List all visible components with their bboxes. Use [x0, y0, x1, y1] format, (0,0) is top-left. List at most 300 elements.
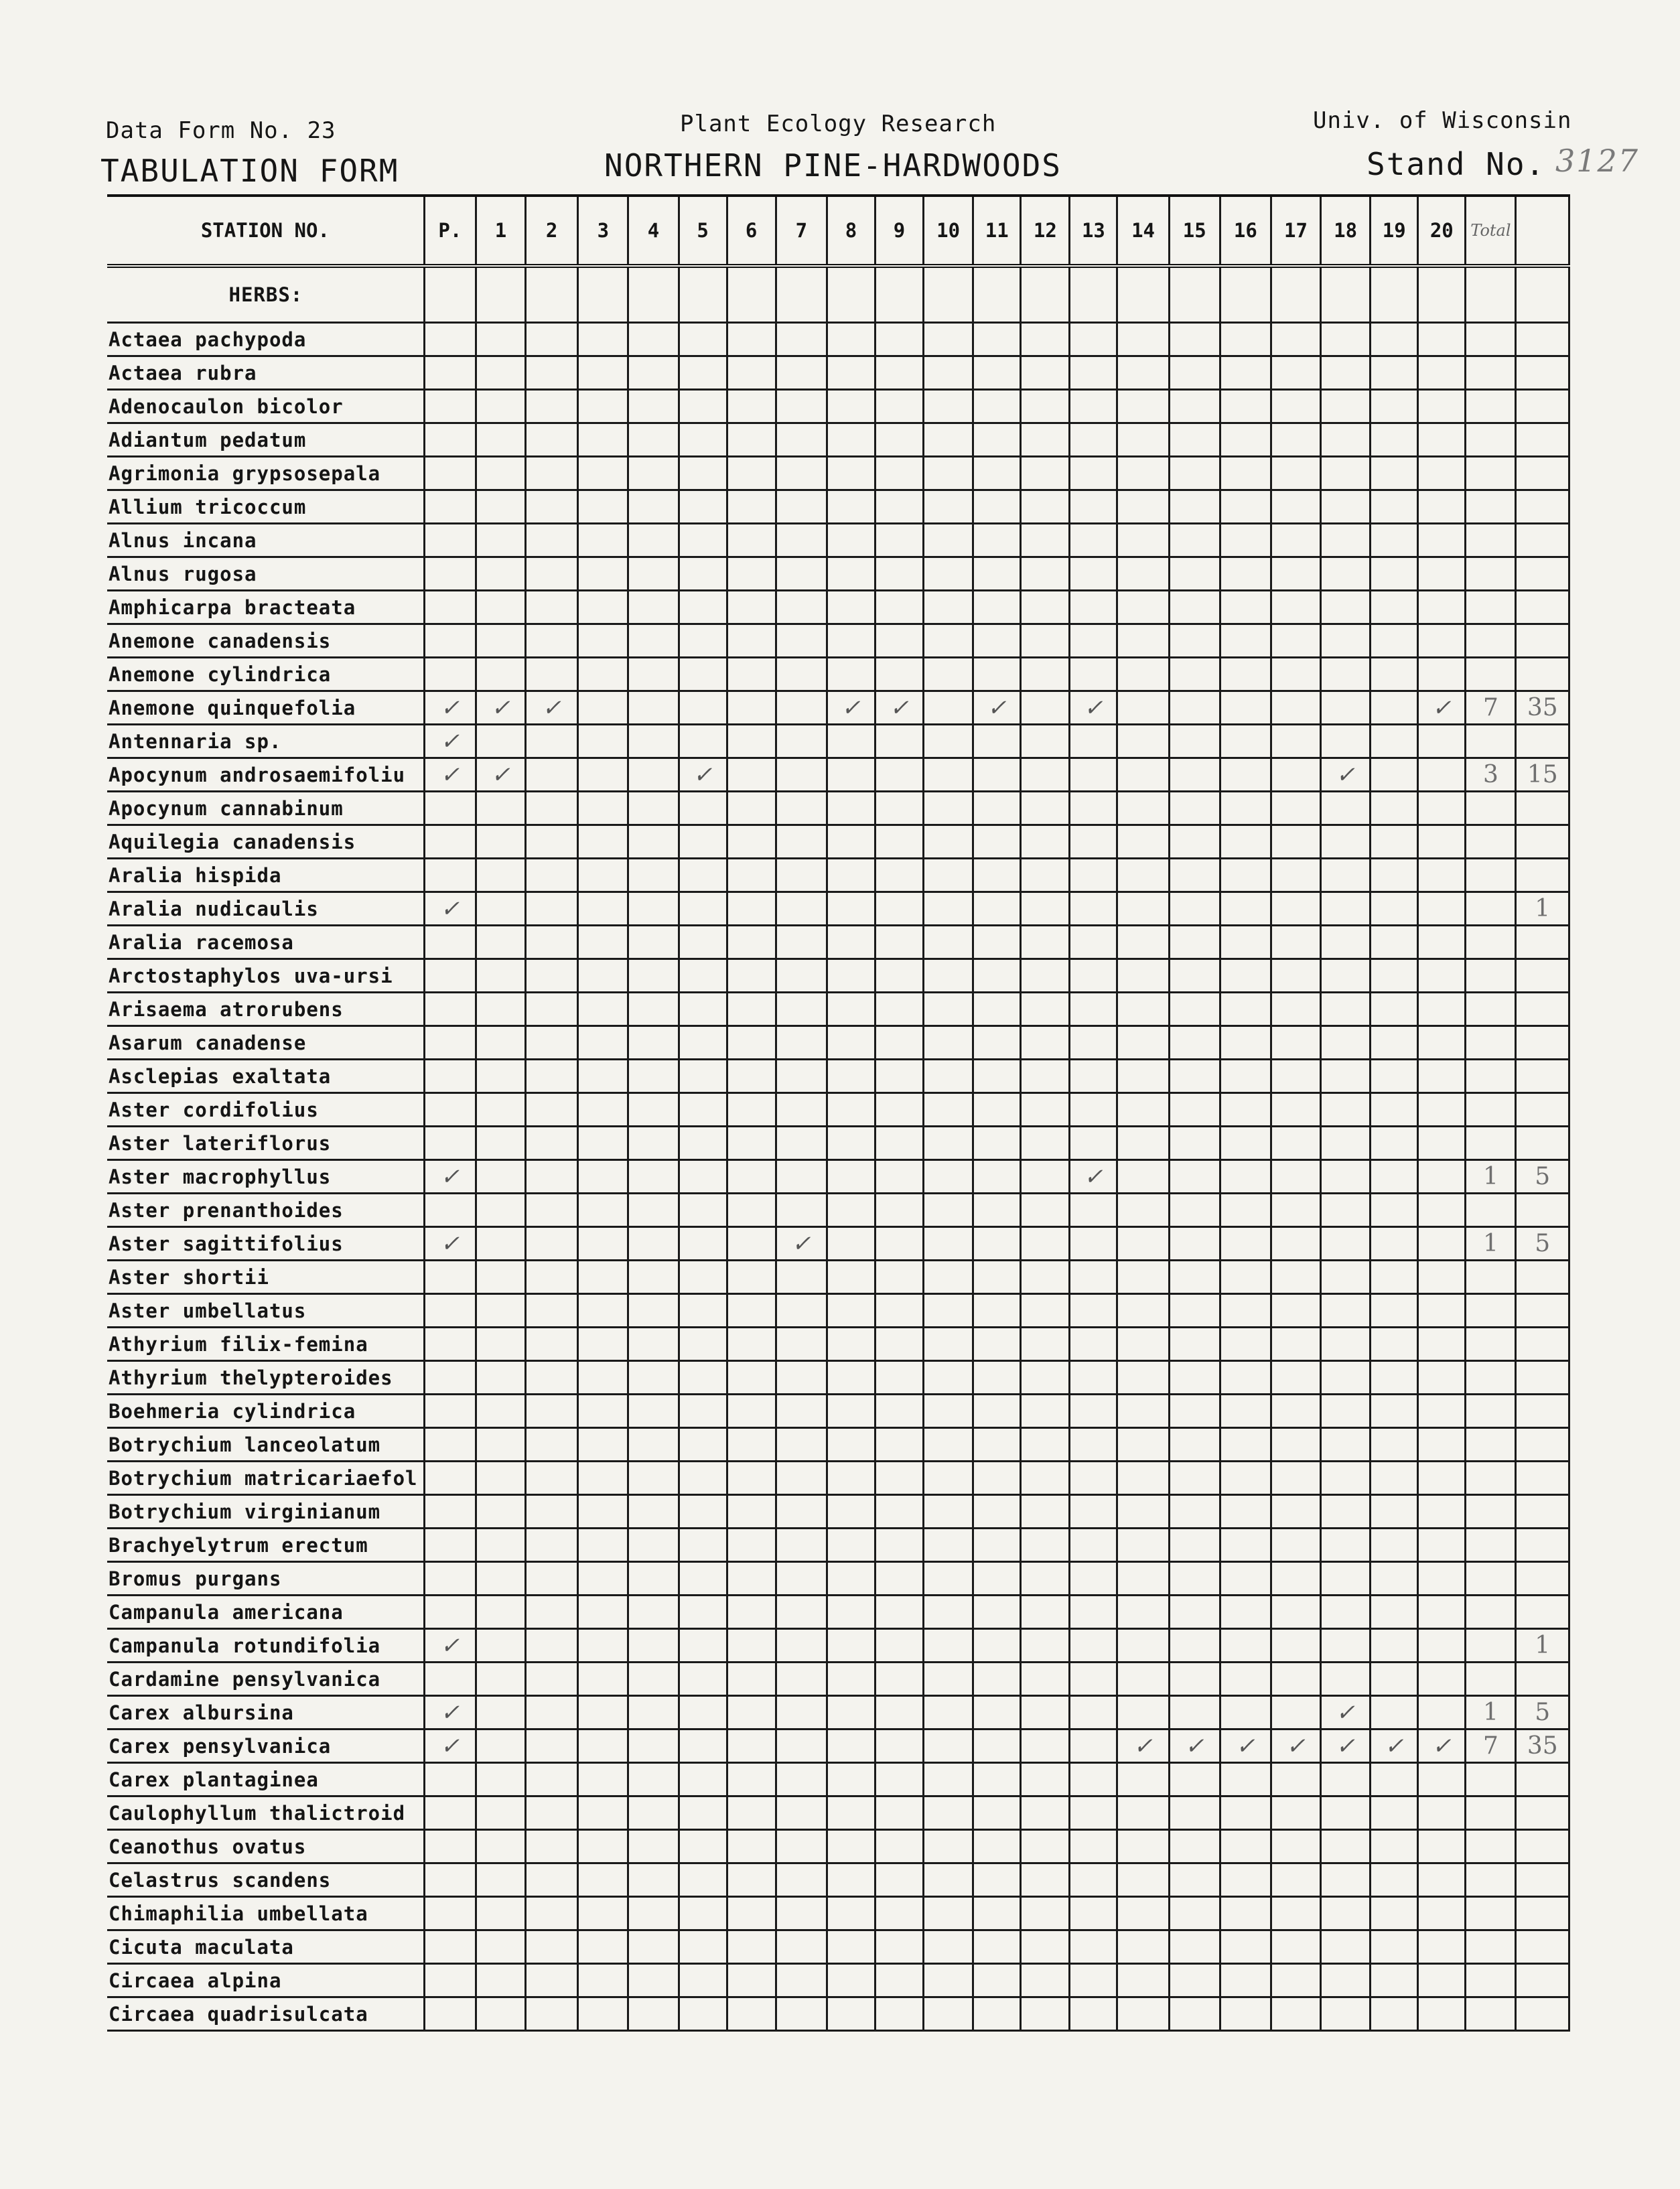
check-mark: ✓ [1418, 691, 1466, 725]
grid-cell [1220, 1964, 1271, 1997]
grid-cell [1418, 1194, 1466, 1227]
grid-cell [1169, 1495, 1220, 1529]
total-cell: 1 [1466, 1160, 1516, 1194]
grid-cell [827, 1629, 875, 1663]
grid-cell [1220, 1093, 1271, 1127]
grid-cell [476, 524, 525, 557]
grid-cell [476, 792, 525, 825]
grid-cell [476, 1361, 525, 1395]
grid-cell [1321, 1830, 1371, 1863]
grid-cell [1321, 557, 1371, 591]
grid-cell [1418, 1060, 1466, 1093]
grid-cell [1117, 624, 1169, 658]
grid-cell [727, 859, 776, 892]
grid-cell [776, 758, 827, 792]
grid-cell [578, 1930, 628, 1964]
grid-cell [1371, 792, 1418, 825]
grid-cell [1418, 1127, 1466, 1160]
grid-cell [776, 1428, 827, 1462]
table-row [107, 658, 1569, 691]
grid-cell [526, 1562, 578, 1596]
grid-cell [727, 1596, 776, 1629]
grid-cell [526, 1796, 578, 1830]
grid-cell [1220, 423, 1271, 457]
grid-cell [628, 323, 679, 356]
check-mark: ✓ [1220, 1729, 1271, 1763]
check-mark: ✓ [526, 691, 578, 725]
grid-cell [1169, 1930, 1220, 1964]
grid-cell [776, 1060, 827, 1093]
grid-cell [776, 658, 827, 691]
grid-cell [1169, 792, 1220, 825]
grid-cell [1117, 1562, 1169, 1596]
grid-cell [776, 624, 827, 658]
grid-cell [679, 1663, 727, 1696]
total-cell: 7 [1466, 1729, 1516, 1763]
table-row [107, 1093, 1569, 1127]
station-column-header: 18 [1321, 196, 1371, 266]
cover-cell [1516, 1060, 1569, 1093]
grid-cell [1271, 1562, 1320, 1596]
check-mark: ✓ [1070, 691, 1117, 725]
grid-cell [476, 1194, 525, 1227]
grid-cell [924, 1093, 973, 1127]
grid-cell [1169, 390, 1220, 423]
grid-cell [679, 1361, 727, 1395]
grid-cell [776, 1261, 827, 1294]
grid-cell [1070, 1328, 1117, 1361]
grid-cell [827, 892, 875, 926]
grid-cell [1220, 1696, 1271, 1729]
grid-cell [1271, 1294, 1320, 1328]
grid-cell [628, 423, 679, 457]
grid-cell [1021, 1060, 1070, 1093]
grid-cell [1070, 1227, 1117, 1261]
grid-cell [776, 892, 827, 926]
grid-cell [1271, 624, 1320, 658]
grid-cell [1371, 1261, 1418, 1294]
check-mark: ✓ [1321, 1729, 1371, 1763]
station-column-header: 17 [1271, 196, 1320, 266]
grid-cell [1418, 725, 1466, 758]
grid-cell [973, 1696, 1021, 1729]
grid-cell [776, 1562, 827, 1596]
grid-cell [924, 1026, 973, 1060]
grid-cell [628, 993, 679, 1026]
grid-cell [875, 993, 923, 1026]
grid-cell [1169, 266, 1220, 323]
total-cell: 1 [1466, 1696, 1516, 1729]
grid-cell [827, 825, 875, 859]
grid-cell [1371, 1060, 1418, 1093]
cover-cell [1516, 423, 1569, 457]
grid-cell [578, 1361, 628, 1395]
grid-cell [628, 1562, 679, 1596]
grid-cell [628, 1796, 679, 1830]
grid-cell [1271, 926, 1320, 959]
grid-cell [1220, 390, 1271, 423]
grid-cell [973, 959, 1021, 993]
grid-cell [1117, 758, 1169, 792]
species-name: Actaea pachypoda [107, 323, 424, 356]
grid-cell [1371, 1964, 1418, 1997]
grid-cell [1371, 825, 1418, 859]
grid-cell [1021, 993, 1070, 1026]
grid-cell [628, 1428, 679, 1462]
grid-cell [628, 1863, 679, 1897]
grid-cell [924, 1261, 973, 1294]
grid-cell [679, 1026, 727, 1060]
grid-cell [1070, 1294, 1117, 1328]
grid-cell [679, 1562, 727, 1596]
grid-cell [679, 792, 727, 825]
grid-cell [526, 1964, 578, 1997]
grid-cell [1220, 1796, 1271, 1830]
total-cell: 3 [1466, 758, 1516, 792]
grid-cell [476, 1729, 525, 1763]
grid-cell [476, 825, 525, 859]
grid-cell [924, 390, 973, 423]
grid-cell [578, 1796, 628, 1830]
grid-cell [1371, 1093, 1418, 1127]
grid-cell [1021, 825, 1070, 859]
species-name: Carex pensylvanica [107, 1729, 424, 1763]
grid-cell [526, 1428, 578, 1462]
grid-cell [1321, 926, 1371, 959]
grid-cell [1169, 758, 1220, 792]
grid-cell [1418, 1026, 1466, 1060]
grid-cell [1271, 266, 1320, 323]
grid-cell [1220, 1629, 1271, 1663]
grid-cell [924, 266, 973, 323]
grid-cell [1070, 859, 1117, 892]
species-name: Actaea rubra [107, 356, 424, 390]
table-row [107, 1763, 1569, 1796]
cover-cell [1516, 1462, 1569, 1495]
grid-cell [875, 1294, 923, 1328]
grid-cell [526, 1328, 578, 1361]
total-cell [1466, 1328, 1516, 1361]
grid-cell [628, 658, 679, 691]
species-name: Arisaema atrorubens [107, 993, 424, 1026]
grid-cell [578, 490, 628, 524]
table-row [107, 490, 1569, 524]
table-row [107, 423, 1569, 457]
grid-cell [973, 1930, 1021, 1964]
grid-cell [1021, 859, 1070, 892]
grid-cell [924, 524, 973, 557]
grid-cell [827, 1395, 875, 1428]
grid-cell [827, 1763, 875, 1796]
grid-cell [924, 1495, 973, 1529]
grid-cell [679, 356, 727, 390]
species-name: Aquilegia canadensis [107, 825, 424, 859]
grid-cell [424, 423, 476, 457]
grid-cell [526, 457, 578, 490]
grid-cell [875, 356, 923, 390]
grid-cell [1070, 658, 1117, 691]
grid-cell [1070, 825, 1117, 859]
grid-cell [1220, 1763, 1271, 1796]
grid-cell [1418, 926, 1466, 959]
grid-cell [1169, 1462, 1220, 1495]
grid-cell [1371, 658, 1418, 691]
species-name: Aster cordifolius [107, 1093, 424, 1127]
grid-cell [727, 1763, 776, 1796]
species-name: Anemone canadensis [107, 624, 424, 658]
check-mark: ✓ [424, 1629, 476, 1663]
check-mark: ✓ [973, 691, 1021, 725]
check-mark: ✓ [424, 1729, 476, 1763]
grid-cell [1371, 1696, 1418, 1729]
grid-cell [1321, 1060, 1371, 1093]
grid-cell [628, 557, 679, 591]
grid-cell [875, 1696, 923, 1729]
grid-cell [628, 624, 679, 658]
grid-cell [727, 457, 776, 490]
cover-cell [1516, 1596, 1569, 1629]
grid-cell [424, 1495, 476, 1529]
grid-cell [727, 557, 776, 591]
grid-cell [1321, 1964, 1371, 1997]
grid-cell [875, 524, 923, 557]
grid-cell [578, 825, 628, 859]
grid-cell [875, 892, 923, 926]
station-column-header: 20 [1418, 196, 1466, 266]
species-name: Adenocaulon bicolor [107, 390, 424, 423]
stand-label: Stand No. [1367, 146, 1546, 182]
grid-cell [578, 1194, 628, 1227]
total-cell [1466, 1194, 1516, 1227]
grid-cell [1418, 1361, 1466, 1395]
grid-cell [578, 959, 628, 993]
grid-cell [1418, 1294, 1466, 1328]
grid-cell [1271, 356, 1320, 390]
grid-cell [1117, 1361, 1169, 1395]
grid-cell [1321, 1863, 1371, 1897]
grid-cell [526, 758, 578, 792]
grid-cell [628, 1395, 679, 1428]
check-mark: ✓ [476, 758, 525, 792]
grid-cell [1021, 356, 1070, 390]
grid-cell [1220, 1328, 1271, 1361]
grid-cell [973, 1997, 1021, 2031]
species-name: Botrychium matricariaefol [107, 1462, 424, 1495]
grid-cell [628, 959, 679, 993]
table-row [107, 1663, 1569, 1696]
grid-cell [1117, 557, 1169, 591]
grid-cell [1021, 1495, 1070, 1529]
grid-cell [1220, 356, 1271, 390]
grid-cell [578, 1763, 628, 1796]
grid-cell [827, 356, 875, 390]
grid-cell [679, 1863, 727, 1897]
grid-cell [924, 1160, 973, 1194]
grid-cell [476, 658, 525, 691]
grid-cell [1021, 1227, 1070, 1261]
grid-cell [1021, 490, 1070, 524]
table-row [107, 1462, 1569, 1495]
grid-cell [1321, 624, 1371, 658]
grid-cell [424, 1562, 476, 1596]
table-row [107, 1596, 1569, 1629]
grid-cell [776, 1930, 827, 1964]
grid-cell [1271, 1529, 1320, 1562]
grid-cell [424, 591, 476, 624]
grid-cell [578, 1328, 628, 1361]
grid-cell [679, 1596, 727, 1629]
grid-cell [1169, 691, 1220, 725]
grid-cell [1070, 624, 1117, 658]
station-column-header: 13 [1070, 196, 1117, 266]
grid-cell [1021, 1863, 1070, 1897]
grid-cell [875, 1629, 923, 1663]
grid-cell [1169, 1997, 1220, 2031]
grid-cell [578, 1060, 628, 1093]
check-mark: ✓ [875, 691, 923, 725]
grid-cell [628, 892, 679, 926]
grid-cell [578, 1596, 628, 1629]
grid-cell [827, 859, 875, 892]
grid-cell [476, 1897, 525, 1930]
total-cell [1466, 1964, 1516, 1997]
grid-cell [973, 1093, 1021, 1127]
grid-cell [776, 1964, 827, 1997]
table-row [107, 1930, 1569, 1964]
total-cell [1466, 1361, 1516, 1395]
species-name: Apocynum cannabinum [107, 792, 424, 825]
grid-cell [1169, 1227, 1220, 1261]
grid-cell [875, 959, 923, 993]
university-label: Univ. of Wisconsin [1313, 107, 1572, 134]
grid-cell [973, 1897, 1021, 1930]
section-label: HERBS: [228, 283, 303, 306]
grid-cell [424, 557, 476, 591]
grid-cell [1169, 624, 1220, 658]
check-mark: ✓ [424, 1696, 476, 1729]
grid-cell [628, 825, 679, 859]
grid-cell [973, 1863, 1021, 1897]
table-row [107, 557, 1569, 591]
grid-cell [776, 1361, 827, 1395]
grid-cell [973, 323, 1021, 356]
grid-cell [1321, 1361, 1371, 1395]
grid-cell [578, 1160, 628, 1194]
grid-cell [727, 1227, 776, 1261]
grid-cell [875, 758, 923, 792]
grid-cell [578, 1629, 628, 1663]
grid-cell [628, 591, 679, 624]
grid-cell [875, 557, 923, 591]
grid-cell [1371, 1160, 1418, 1194]
grid-cell [1021, 758, 1070, 792]
grid-cell [1321, 658, 1371, 691]
grid-cell [1021, 1395, 1070, 1428]
species-name: Aster prenanthoides [107, 1194, 424, 1227]
grid-cell [827, 1930, 875, 1964]
grid-cell [1021, 1026, 1070, 1060]
species-name: Aster macrophyllus [107, 1160, 424, 1194]
grid-cell [526, 1596, 578, 1629]
grid-cell [1321, 1462, 1371, 1495]
grid-cell [1021, 792, 1070, 825]
grid-cell [476, 356, 525, 390]
grid-cell [679, 1160, 727, 1194]
grid-cell [776, 390, 827, 423]
check-mark: ✓ [1070, 1160, 1117, 1194]
grid-cell [1371, 1663, 1418, 1696]
grid-cell [1070, 1863, 1117, 1897]
grid-cell [827, 1897, 875, 1930]
grid-cell [924, 624, 973, 658]
grid-cell [526, 859, 578, 892]
check-mark: ✓ [827, 691, 875, 725]
grid-cell [1321, 1294, 1371, 1328]
total-cell [1466, 356, 1516, 390]
grid-cell [1220, 1261, 1271, 1294]
grid-cell [776, 1529, 827, 1562]
grid-cell [776, 1596, 827, 1629]
grid-cell [476, 1060, 525, 1093]
grid-cell [578, 1863, 628, 1897]
grid-cell [727, 1026, 776, 1060]
grid-cell [424, 1796, 476, 1830]
total-cell [1466, 457, 1516, 490]
grid-cell [776, 1127, 827, 1160]
grid-cell [875, 825, 923, 859]
grid-cell [875, 1093, 923, 1127]
total-cell [1466, 1093, 1516, 1127]
grid-cell [727, 390, 776, 423]
grid-cell [578, 1294, 628, 1328]
total-cell [1466, 1830, 1516, 1863]
grid-cell [1070, 557, 1117, 591]
grid-cell [1220, 1830, 1271, 1863]
grid-cell [1418, 457, 1466, 490]
grid-cell [1070, 1261, 1117, 1294]
grid-cell [526, 1930, 578, 1964]
grid-cell [1117, 390, 1169, 423]
grid-cell [476, 1093, 525, 1127]
grid-cell [1371, 1227, 1418, 1261]
check-mark: ✓ [1321, 758, 1371, 792]
grid-cell [827, 1696, 875, 1729]
station-column-header: 10 [924, 196, 973, 266]
grid-cell [628, 457, 679, 490]
grid-cell [1418, 1495, 1466, 1529]
grid-cell [924, 1127, 973, 1160]
station-column-header: 14 [1117, 196, 1169, 266]
grid-cell [1418, 1830, 1466, 1863]
grid-cell [1070, 1562, 1117, 1596]
grid-cell [875, 1462, 923, 1495]
cover-cell [1516, 1428, 1569, 1462]
cover-cell [1516, 792, 1569, 825]
grid-cell [1070, 892, 1117, 926]
grid-cell [1371, 490, 1418, 524]
table-row [107, 356, 1569, 390]
grid-cell [679, 1495, 727, 1529]
grid-cell [476, 1663, 525, 1696]
grid-cell [1371, 892, 1418, 926]
grid-cell [1070, 266, 1117, 323]
grid-cell [1418, 1863, 1466, 1897]
cover-cell [1516, 1026, 1569, 1060]
table-row [107, 758, 1569, 792]
grid-cell [1169, 1026, 1220, 1060]
grid-cell [727, 624, 776, 658]
grid-cell [578, 1227, 628, 1261]
